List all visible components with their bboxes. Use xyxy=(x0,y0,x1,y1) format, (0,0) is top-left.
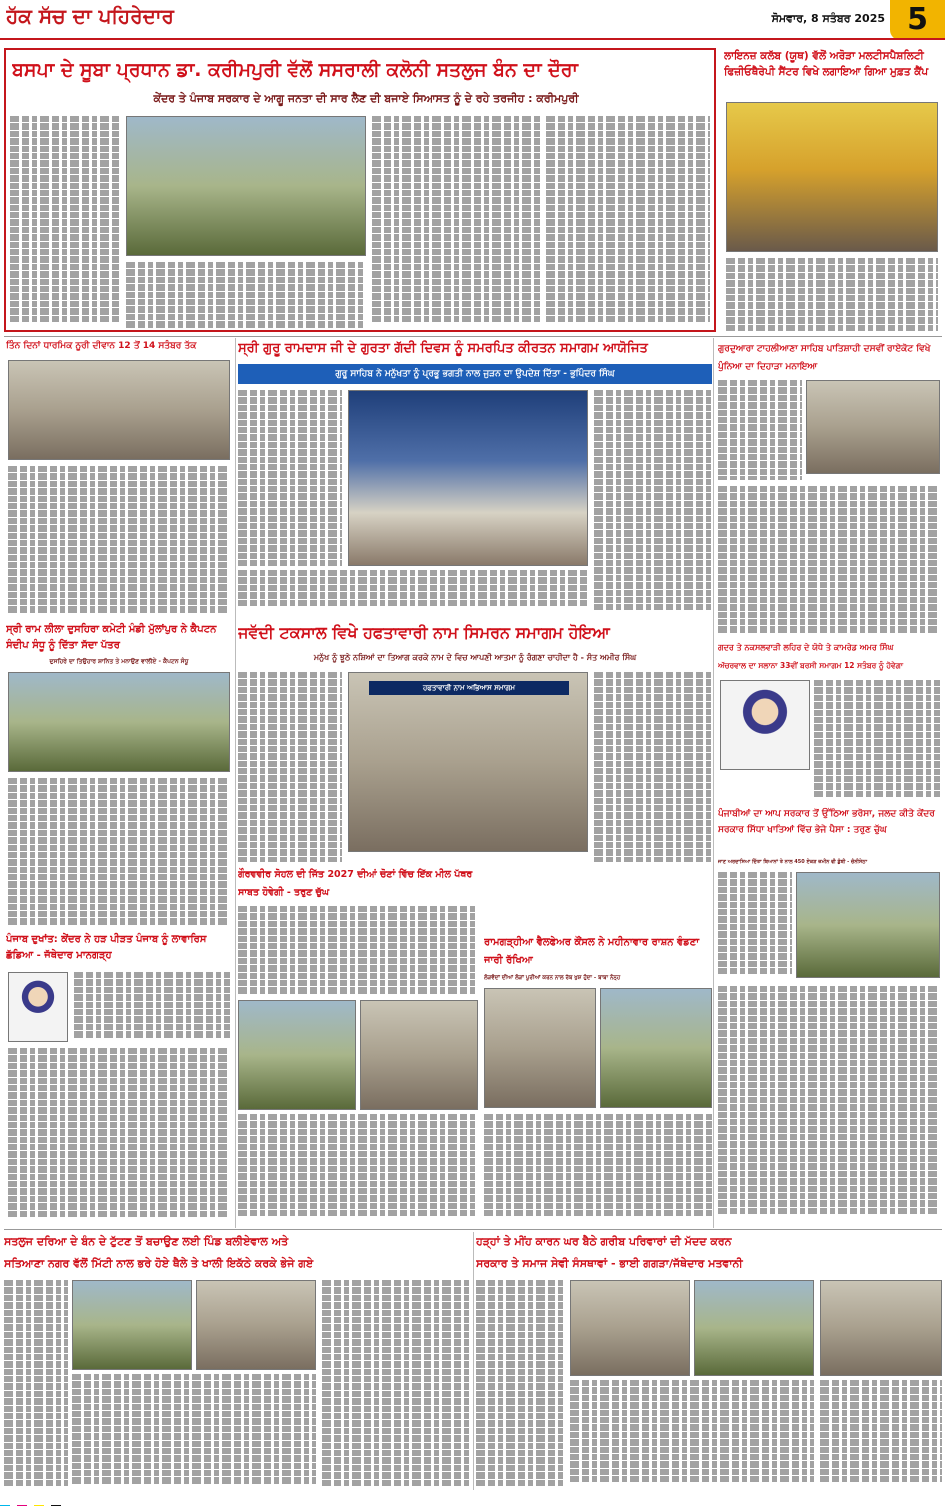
center-story4-headline: ਰਾਮਗੜ੍ਹੀਆ ਵੈਲਫੇਅਰ ਕੌਂਸਲ ਨੇ ਮਹੀਨਾਵਾਰ ਰਾਸ਼ਨ ਵੰਡਣਾ ਜਾਰੀ ਰੱਖਿਆ xyxy=(484,937,700,966)
bottom-right-headline-1: ਹੜ੍ਹਾਂ ਤੇ ਮੀਂਹ ਕਾਰਨ ਘਰ ਬੈਠੇ ਗਰੀਬ ਪਰਿਵਾਰਾਂ ਦੀ ਮੱਦਦ ਕਰਨ xyxy=(476,1235,732,1248)
center-story4-kicker: ਲੋੜਵੰਦਾਂ ਦੀਆਂ ਲੋੜਾਂ ਪੂਰੀਆਂ ਕਰਨ ਨਾਲ ਰੱਬ ਖੁਸ਼ ਹੁੰਦਾ - ਬਾਬਾ ਨੰਨ੍ਹ xyxy=(484,975,621,981)
center-story3-text-b xyxy=(238,1114,478,1224)
right-top-story xyxy=(722,46,942,336)
right-story2-portrait xyxy=(720,680,810,770)
right-story3-text-b xyxy=(718,986,940,1222)
center-story1-text-b xyxy=(594,390,712,610)
masthead-date: ਸੋਮਵਾਰ, 8 ਸਤੰਬਰ 2025 xyxy=(771,12,885,25)
right-story3-photo xyxy=(796,872,940,978)
center-story1-text-c xyxy=(238,570,588,610)
center-story1-subhead: ਗੁਰੂ ਸਾਹਿਬ ਨੇ ਮਨੁੱਖਤਾ ਨੂੰ ਪ੍ਰਭੂ ਭਗਤੀ ਨਾਲ ਜੁੜਨ ਦਾ ਉਪਦੇਸ਼ ਦਿੱਤਾ - ਭੁਪਿੰਦਰ ਸਿੰਘ xyxy=(335,369,615,379)
center-story2-text-b xyxy=(594,672,712,862)
left-story1-text xyxy=(8,466,230,616)
right-top-text xyxy=(726,258,938,332)
lead-headline: ਬਸਪਾ ਦੇ ਸੂਬਾ ਪ੍ਰਧਾਨ ਡਾ. ਕਰੀਮਪੁਰੀ ਵੱਲੋਂ ਸਸਰਾਲੀ ਕਲੋਨੀ ਸਤਲੁਜ ਬੰਨ ਦਾ ਦੌਰਾ xyxy=(12,59,578,81)
page-number: 5 xyxy=(907,2,928,37)
lead-text-col1 xyxy=(10,116,120,326)
center-story3-photo-2 xyxy=(360,1000,478,1110)
right-story1-text-a xyxy=(718,380,802,480)
registration-strip xyxy=(0,1496,945,1506)
center-story3-text xyxy=(238,906,478,996)
center-story2-photo xyxy=(348,672,588,852)
bottom-right-text-a xyxy=(476,1280,566,1486)
center-story1-photo xyxy=(348,390,588,566)
rule-h-1 xyxy=(4,336,942,337)
left-story2-text xyxy=(8,778,230,928)
cmyk-swatch-yellow xyxy=(34,1505,44,1506)
right-story3-kicker: ਜਾਣ ਅਰਦਾਸਿਆ ਦਿੱਤਾ ਬਿਆਨਾਂ ਤੇ ਨਾਲ 450 ਏਕੜ ਜ਼ਮੀਨ ਵੀ ਡੁੱਬੀ - ਚੰਨੀਸੇਠਾ xyxy=(718,859,868,865)
bottom-left-headline-1: ਸਤਲੁਜ ਦਰਿਆ ਦੇ ਬੰਨ ਦੇ ਟੁੱਟਣ ਤੋਂ ਬਚਾਉਣ ਲਈ ਪਿੰਡ ਬਲੀਏਵਾਲ ਅਤੇ xyxy=(4,1235,289,1248)
masthead xyxy=(0,0,945,40)
cmyk-swatch-black xyxy=(51,1505,61,1506)
cmyk-swatch-magenta xyxy=(17,1505,27,1506)
rule-v-1 xyxy=(235,338,236,1228)
bottom-left-text-c xyxy=(322,1280,470,1486)
bottom-left-headline-2: ਸਤਿਆਣਾ ਨਗਰ ਵੱਲੋਂ ਮਿੱਟੀ ਨਾਲ ਭਰੇ ਹੋਏ ਥੈਲੇ ਤੇ ਖਾਲੀ ਇਕੱਠੇ ਕਰਕੇ ਭੇਜੇ ਗਏ xyxy=(4,1257,314,1270)
left-story1-headline: ਤਿੰਨ ਦਿਨਾਂ ਧਾਰਮਿਕ ਨੂਰੀ ਦੀਵਾਨ 12 ਤੋਂ 14 ਸਤੰਬਰ ਤੱਕ xyxy=(6,341,197,351)
lead-text-col3 xyxy=(372,116,540,326)
bottom-right-headline-2: ਸਰਕਾਰ ਤੇ ਸਮਾਜ ਸੇਵੀ ਸੰਸਥਾਵਾਂ - ਭਾਈ ਗਗੜਾ/ਜੱਥੇਦਾਰ ਮਤਵਾਨੀ xyxy=(476,1257,743,1270)
right-story1-headline: ਗੁਰਦੁਆਰਾ ਟਾਹਲੀਆਣਾ ਸਾਹਿਬ ਪਾਤਿਸ਼ਾਹੀ ਦਸਵੀਂ ਰਾਏਕੋਟ ਵਿਖੇ ਪੁੰਨਿਆ ਦਾ ਦਿਹਾੜਾ ਮਨਾਇਆ xyxy=(718,344,931,372)
right-top-photo xyxy=(726,102,938,252)
right-story1-text-b xyxy=(718,486,940,636)
center-story4-text xyxy=(484,1114,712,1224)
rule-h-2 xyxy=(4,1229,942,1230)
right-story1-photo xyxy=(806,380,940,474)
lead-subhead: ਕੇਂਦਰ ਤੇ ਪੰਜਾਬ ਸਰਕਾਰ ਦੇ ਆਗੂ ਜਨਤਾ ਦੀ ਸਾਰ ਲੈਣ ਦੀ ਬਜਾਏ ਸਿਆਸਤ ਨੂੰ ਦੇ ਰਹੇ ਤਰਜੀਹ : ਕਰੀਮਪੁਰੀ xyxy=(153,92,579,105)
page-number-tab xyxy=(890,0,945,40)
bottom-right-text-c xyxy=(820,1380,942,1486)
center-story2-text-a xyxy=(238,672,342,862)
right-story2-sub: ਅੱਚਰਵਾਲ ਦਾ ਸਲਾਨਾ 33ਵੀਂ ਬਰਸੀ ਸਮਾਗਮ 12 ਸਤੰਬਰ ਨੂੰ ਹੋਵੇਗਾ xyxy=(718,661,904,670)
right-story2-text xyxy=(814,680,940,800)
center-story1-text-a xyxy=(238,390,342,566)
left-story2-headline: ਸ੍ਰੀ ਰਾਮ ਲੀਲਾ ਦੁਸਹਿਰਾ ਕਮੇਟੀ ਮੰਡੀ ਮੁੱਲਾਂਪੁਰ ਨੇ ਕੈਪਟਨ ਸੰਦੀਪ ਸੰਧੂ ਨੂੰ ਦਿੱਤਾ ਸੱਦਾ ਪੱਤਰ xyxy=(6,624,217,651)
right-story3-text-a xyxy=(718,872,792,982)
left-story3-portrait xyxy=(8,972,68,1042)
left-story3-headline: ਪੰਜਾਬ ਦੁਖਾਂਤ: ਕੇਂਦਰ ਨੇ ਹੜ ਪੀੜਤ ਪੰਜਾਬ ਨੂੰ ਲਾਵਾਰਿਸ ਛੱਡਿਆ - ਜੱਥੇਦਾਰ ਮਾਨਗੜ੍ਹ xyxy=(6,934,207,961)
rule-v-3 xyxy=(473,1232,474,1490)
center-story1-subhead-bar xyxy=(238,364,712,384)
lead-text-col4 xyxy=(546,116,710,326)
center-story4-photo-1 xyxy=(484,988,596,1108)
bottom-right-photo-3 xyxy=(820,1280,942,1376)
center-story4-photo-2 xyxy=(600,988,712,1108)
bottom-left-photo-2 xyxy=(196,1280,316,1370)
rule-v-2 xyxy=(713,338,714,1228)
lead-text-col2 xyxy=(126,262,366,328)
bottom-left-photo-1 xyxy=(72,1280,192,1370)
left-story1-photo xyxy=(8,360,230,460)
bottom-right-text-b xyxy=(570,1380,814,1486)
lead-story xyxy=(4,48,716,332)
left-column xyxy=(4,338,234,1228)
bottom-left-text-a xyxy=(4,1280,68,1486)
masthead-rule xyxy=(0,38,945,40)
masthead-title: ਹੱਕ ਸੱਚ ਦਾ ਪਹਿਰੇਦਾਰ xyxy=(6,4,174,28)
bottom-right-photo-1 xyxy=(570,1280,690,1376)
left-story2-kicker: ਦੁਸਹਿਰੇ ਦਾ ਤਿਉਹਾਰ ਸ਼ਾਨਿਤ ਤੇ ਮਨਾਉਣ ਵਾਲੀਏ - ਕੈਪਟਨ ਸੰਧੂ xyxy=(49,658,189,665)
right-top-headline: ਲਾਇਨਜ਼ ਕਲੱਬ (ਯੂਥ) ਵੱਲੋਂ ਅਰੋੜਾ ਮਲਟੀਸਪੈਸ਼ਲਿਟੀ ਫਿਜ਼ੀਓਥੈਰੇਪੀ ਸੈਂਟਰ ਵਿਖੇ ਲਗਾਇਆ ਗਿਆ ਮੁਫ਼ਤ ਕੈਂਪ xyxy=(724,50,929,78)
left-story3-text-b xyxy=(8,1048,230,1222)
bottom-right-story xyxy=(476,1232,942,1490)
center-story1-headline: ਸ੍ਰੀ ਗੁਰੂ ਰਾਮਦਾਸ ਜੀ ਦੇ ਗੁਰਤਾ ਗੱਦੀ ਦਿਵਸ ਨੂੰ ਸਮਰਪਿਤ ਕੀਰਤਨ ਸਮਾਗਮ ਆਯੋਜਿਤ xyxy=(238,341,648,356)
center-story2-subhead: ਮਨੁੱਖ ਨੂੰ ਝੂਠੇ ਨਸ਼ਿਆਂ ਦਾ ਤਿਆਗ ਕਰਕੇ ਨਾਮ ਦੇ ਵਿਚ ਆਪਣੀ ਆਤਮਾ ਨੂੰ ਰੰਗਣਾ ਚਾਹੀਦਾ ਹੈ - ਸੰਤ ਅਮੀਰ ਸਿੰਘ xyxy=(313,653,637,662)
center-column xyxy=(238,338,712,1228)
lead-photo xyxy=(126,116,366,256)
left-story3-text-a xyxy=(74,972,230,1042)
center-story2-banner: ਹਫਤਾਵਾਰੀ ਨਾਮ ਅਭਿਆਸ ਸਮਾਗਮ xyxy=(369,681,569,695)
center-story3-photo-1 xyxy=(238,1000,356,1110)
bottom-right-photo-2 xyxy=(694,1280,814,1376)
center-story2-headline: ਜਵੱਦੀ ਟਕਸਾਲ ਵਿਖੇ ਹਫਤਾਵਾਰੀ ਨਾਮ ਸਿਮਰਨ ਸਮਾਗਮ ਹੋਇਆ xyxy=(238,623,610,642)
left-story2-photo xyxy=(8,672,230,772)
cmyk-swatch-cyan xyxy=(0,1505,10,1506)
bottom-left-story xyxy=(4,1232,470,1490)
right-column xyxy=(716,340,942,1228)
right-story3-headline: ਪੰਜਾਬੀਆਂ ਦਾ ਆਪ ਸਰਕਾਰ ਤੋਂ ਉੱਠਿਆ ਭਰੋਸਾ, ਜਲਦ ਕੀਤੇ ਕੇਂਦਰ ਸਰਕਾਰ ਸਿੱਧਾ ਖਾਤਿਆਂ ਵਿੱਚ ਭੇਜੇ ਪੈਸਾ : ਤਰੁਣ ਚੁੱਘ xyxy=(718,809,935,835)
right-story2-headline: ਗਦਰ ਤੇ ਨਕਸਲਵਾੜੀ ਲਹਿਰ ਦੇ ਯੋਧੇ ਤੇ ਕਾਮਰੇਡ ਅਮਰ ਸਿੰਘ xyxy=(718,643,894,652)
bottom-left-text-b xyxy=(72,1374,316,1486)
center-story3-headline: ਗੌਰਵਵੀਰ ਸੋਹਲ ਦੀ ਜਿੱਤ 2027 ਦੀਆਂ ਚੋਣਾਂ ਵਿੱਚ ਇੱਕ ਮੀਲ ਪੱਥਰ ਸਾਬਤ ਹੋਵੇਗੀ - ਤਰੁਣ ਚੁੱਘ xyxy=(238,869,473,898)
